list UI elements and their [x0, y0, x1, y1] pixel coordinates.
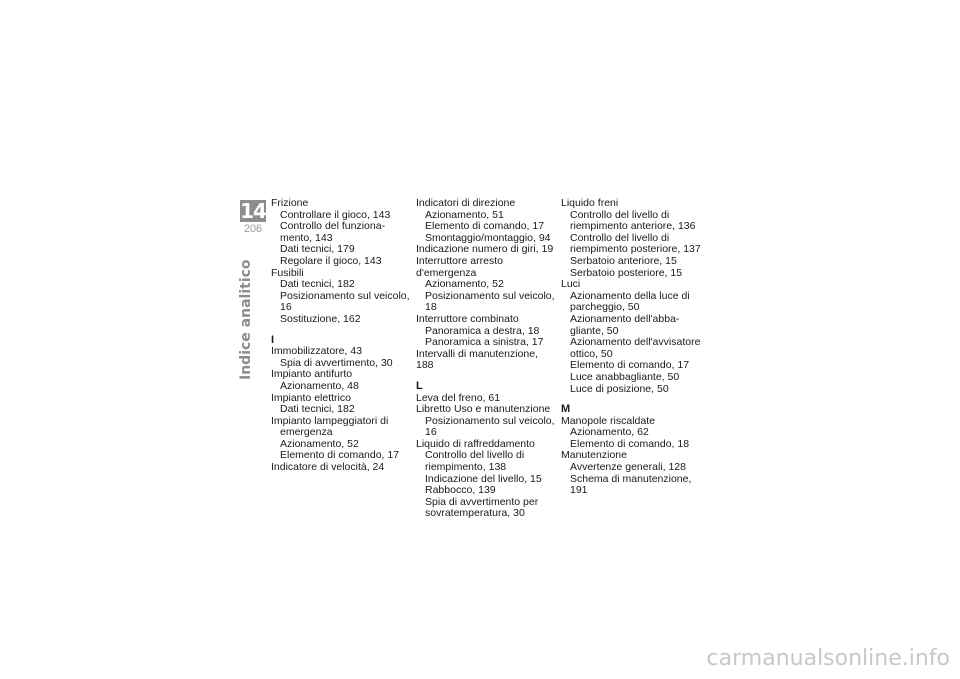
index-subentry: Luce di posizione, 50 [570, 382, 669, 395]
index-entry: Interruttore arresto d'emergenza [416, 254, 503, 279]
index-subentry: Controllo del livello di [570, 231, 670, 244]
index-entry: Impianto lampeggiatori di [271, 414, 389, 427]
index-subentry: Rabbocco, 139 [425, 484, 496, 497]
index-letter-heading: L [416, 379, 423, 392]
index-entry: Manutenzione [561, 449, 627, 462]
index-subentry: Dati tecnici, 179 [280, 243, 355, 256]
index-subentry: Elemento di comando, 17 [280, 449, 400, 462]
index-subentry: Azionamento della luce di [570, 289, 690, 302]
index-entry: Fusibili [271, 266, 304, 279]
index-subentry: Luce anabbagliante, 50 [570, 370, 680, 383]
index-subentry: Azionamento, 48 [280, 379, 359, 392]
index-subentry: Elemento di comando, 17 [570, 359, 690, 372]
index-subentry: Posizionamento sul veicolo, 16 [425, 414, 555, 439]
index-subentry: Spia di avvertimento per [425, 495, 539, 508]
index-subentry: riempimento posteriore, 137 [570, 243, 701, 256]
section-title: Indice analitico [238, 259, 254, 380]
index-subentry: Dati tecnici, 182 [280, 278, 355, 291]
index-subentry: parcheggio, 50 [570, 301, 640, 314]
index-letter-heading: M [561, 403, 571, 416]
index-subentry: Azionamento, 52 [280, 437, 359, 450]
index-subentry: Avvertenze generali, 128 [570, 461, 686, 474]
index-subentry: Controllo del livello di [570, 208, 670, 221]
index-subentry: Azionamento, 62 [570, 426, 649, 439]
index-entry: Frizione [271, 197, 309, 209]
index-subentry: ottico, 50 [570, 347, 613, 360]
index-subentry: Azionamento dell'abba- [570, 312, 680, 325]
index-subentry: mento, 143 [280, 231, 333, 244]
index-entry: Impianto antifurto [271, 368, 353, 381]
index-subentry: Schema di manutenzione, 191 [570, 472, 692, 497]
index-subentry: gliante, 50 [570, 324, 619, 337]
watermark: carmanualsonline.info [706, 646, 950, 671]
index-subentry: riempimento anteriore, 136 [570, 220, 696, 233]
index-entry: Libretto Uso e manutenzione [416, 403, 551, 416]
index-subentry: emergenza [280, 426, 333, 439]
index-subentry: Controllo del funziona- [280, 220, 386, 233]
index-subentry: Spia di avvertimento, 30 [280, 356, 393, 369]
page-number: 206 [243, 223, 263, 235]
index-subentry: Posizionamento sul veicolo, 18 [425, 289, 555, 314]
index-subentry: Controllo del livello di [425, 449, 525, 462]
index-letter-heading: I [271, 333, 275, 346]
index-subentry: Sostituzione, 162 [280, 312, 361, 325]
index-subentry: Indicazione del livello, 15 [425, 472, 542, 485]
index-column-3 [561, 198, 701, 497]
index-subentry: Posizionamento sul veicolo, 16 [280, 289, 410, 314]
index-subentry: Dati tecnici, 182 [280, 403, 355, 416]
index-entry: Indicatori di direzione [416, 197, 516, 209]
index-entry: Impianto elettrico [271, 391, 351, 404]
index-subentry: riempimento, 138 [425, 461, 507, 474]
index-subentry: Elemento di comando, 18 [570, 437, 690, 450]
index-entry: Interruttore combinato [416, 312, 519, 325]
index-subentry: Azionamento, 52 [425, 278, 504, 291]
index-entry: Intervalli di manutenzione, 188 [416, 347, 538, 372]
index-entry: Indicatore di velocità, 24 [271, 461, 385, 474]
index-entry: Luci [561, 278, 581, 291]
index-subentry: Controllare il gioco, 143 [280, 208, 391, 221]
index-entry: Liquido freni [561, 197, 619, 209]
index-subentry: Regolare il gioco, 143 [280, 254, 382, 267]
index-subentry: Serbatoio posteriore, 15 [570, 266, 683, 279]
index-subentry: Azionamento dell'avvisatore [570, 336, 701, 349]
index-entry: Indicazione numero di giri, 19 [416, 243, 554, 256]
index-subentry: Panoramica a destra, 18 [425, 324, 540, 337]
index-entry: Immobilizzatore, 43 [271, 345, 363, 358]
index-subentry: Smontaggio/montaggio, 94 [425, 231, 551, 244]
index-column-1 [271, 198, 411, 474]
index-subentry: Panoramica a sinistra, 17 [425, 336, 544, 349]
index-subentry: Azionamento, 51 [425, 208, 504, 221]
index-subentry: Serbatoio anteriore, 15 [570, 254, 677, 267]
chapter-number: 14 [240, 199, 266, 223]
index-column-2 [416, 198, 556, 520]
index-entry: Manopole riscaldate [561, 414, 655, 427]
index-entry: Leva del freno, 61 [416, 391, 501, 404]
index-subentry: sovratemperatura, 30 [425, 507, 525, 520]
index-subentry: Elemento di comando, 17 [425, 220, 545, 233]
index-entry: Liquido di raffreddamento [416, 437, 535, 450]
